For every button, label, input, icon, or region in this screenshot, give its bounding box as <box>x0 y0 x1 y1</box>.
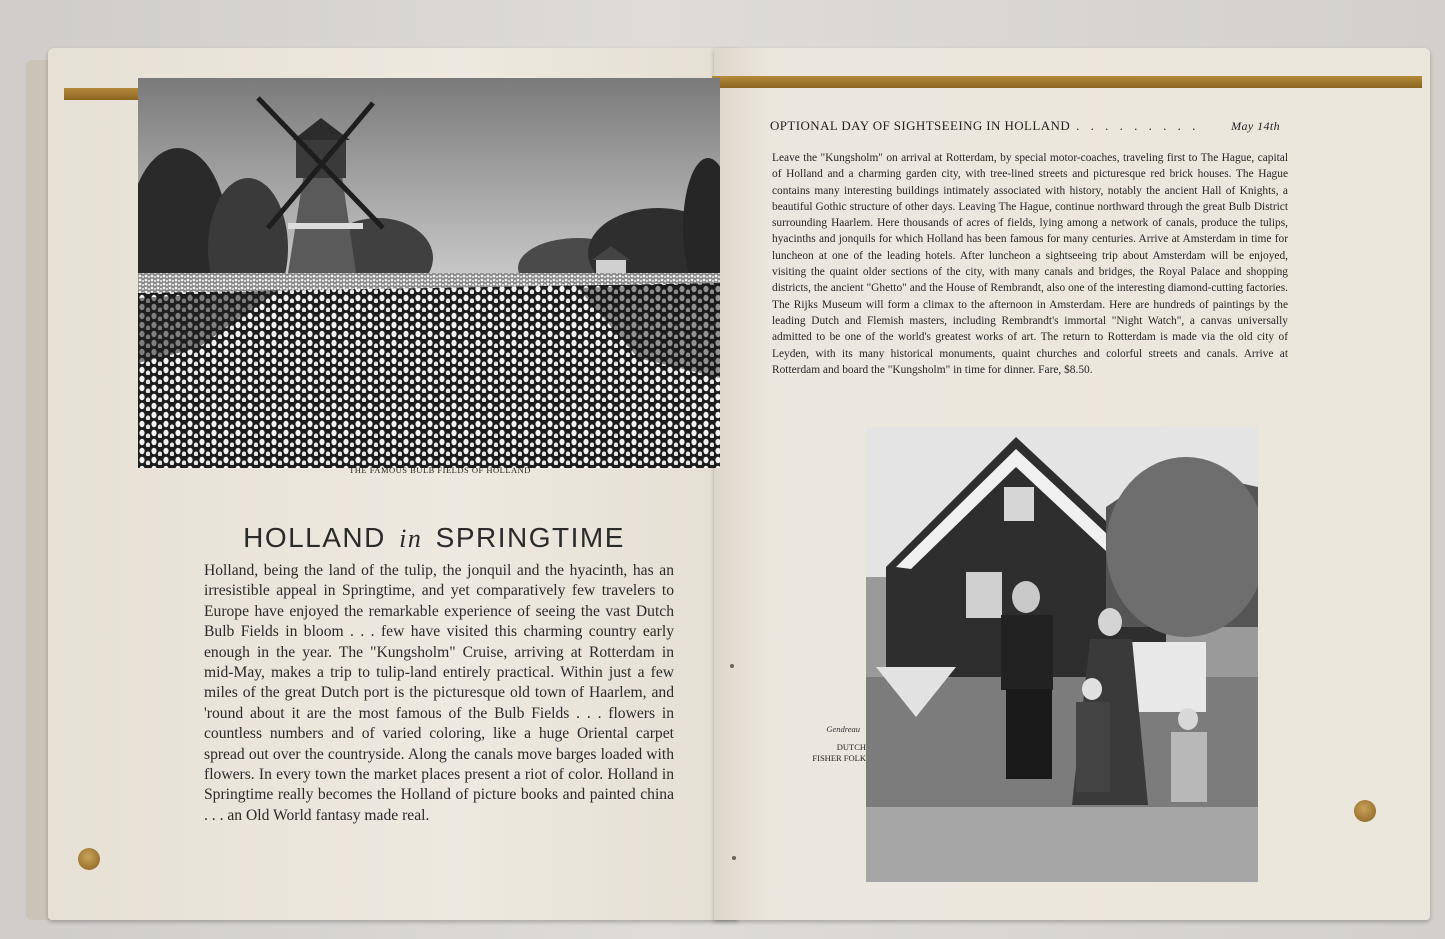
page-heading <box>204 522 664 554</box>
dutch-fisher-folk-photo <box>866 427 1258 882</box>
holland-springtime-body <box>204 561 674 826</box>
windmill-photo-caption: THE FAMOUS BULB FIELDS OF HOLLAND <box>349 465 531 475</box>
heading-word-holland: HOLLAND <box>243 522 386 553</box>
binder-hole-right <box>1354 800 1376 822</box>
fisher-caption-line1: DUTCH <box>836 742 866 752</box>
staple-top <box>730 664 734 668</box>
leader-dots: . . . . . . . . . <box>1076 118 1200 133</box>
photo-credit: Gendreau <box>826 724 860 734</box>
sightseeing-body <box>772 150 1288 378</box>
section-date: May 14th <box>1231 119 1280 133</box>
heading-word-in: in <box>399 524 423 553</box>
sightseeing-section-title <box>770 118 1280 134</box>
heading-word-springtime: SPRINGTIME <box>435 522 625 553</box>
windmill-bulb-field-photo <box>138 78 720 468</box>
fisher-folk-caption <box>780 742 866 764</box>
sightseeing-paragraph: Leave the "Kungsholm" on arrival at Rotterdam, by special motor-coaches, traveling first to The Hague, capital of Holland and a charming garden city, with tree-lined streets and picturesque red brick houses. The Hague contains many interesting buildings intimately associated with history, notably the ancient Hall of Knights, a beautiful Gothic structure of other days. Leaving The Hague, continue northward through the great Bulb District surrounding Haarlem. Here thousands of acres of fields, lying among a network of canals, produce the tulips, hyacinths and jonquils for which Holland has been famous for many centuries. Arrive at Amsterdam in time for luncheon at one of the leading hotels. After luncheon a sightseeing trip about Amsterdam will be enjoyed, visiting the quaint older sections of the city, with many canals and bridges, the Royal Palace and shopping districts, the ancient "Ghetto" and the House of Rembrandt, also one of the interesting diamond-cutting factories. The Rijks Museum will form a climax to the afternoon in Amsterdam. Here are hundreds of paintings by the leading Dutch and Flemish masters, including Rembrandt's immortal "Night Watch", a canvas universally admitted to be one of the world's greatest works of art. The return to Rotterdam is made via the old city of Leyden, with its many historical monuments, quaint churches and colorful streets and canals. Arrive at Rotterdam and board the "Kungsholm" in time for dinner. Fare, $8.50. <box>772 152 1288 376</box>
gold-band-right <box>712 76 1422 88</box>
binder-hole-left <box>78 848 100 870</box>
staple-bottom <box>732 856 736 860</box>
holland-springtime-paragraph: Holland, being the land of the tulip, the jonquil and the hyacinth, has an irresistible appeal in Springtime, and yet comparatively few travelers to Europe have enjoyed the remarkable experience of seeing the vast Dutch Bulb Fields in bloom . . . few have visited this charming country early enough in the year. The "Kungsholm" Cruise, arriving at Rotterdam in mid-May, makes a trip to tulip-land entirely practical. Within just a few miles of the great Dutch port is the picturesque old town of Haarlem, and 'round about it are the most famous of the Bulb Fields . . . flowers in countless numbers and of varied coloring, like a huge Oriental carpet spread out over the countryside. Along the canals move barges loaded with flowers. In every town the market places present a riot of color. Holland in Springtime really becomes the Holland of picture books and painted china . . . an Old World fantasy made real. <box>204 562 674 824</box>
fisher-caption-line2: FISHER FOLK <box>812 753 866 763</box>
section-title-text: OPTIONAL DAY OF SIGHTSEEING IN HOLLAND <box>770 118 1071 133</box>
